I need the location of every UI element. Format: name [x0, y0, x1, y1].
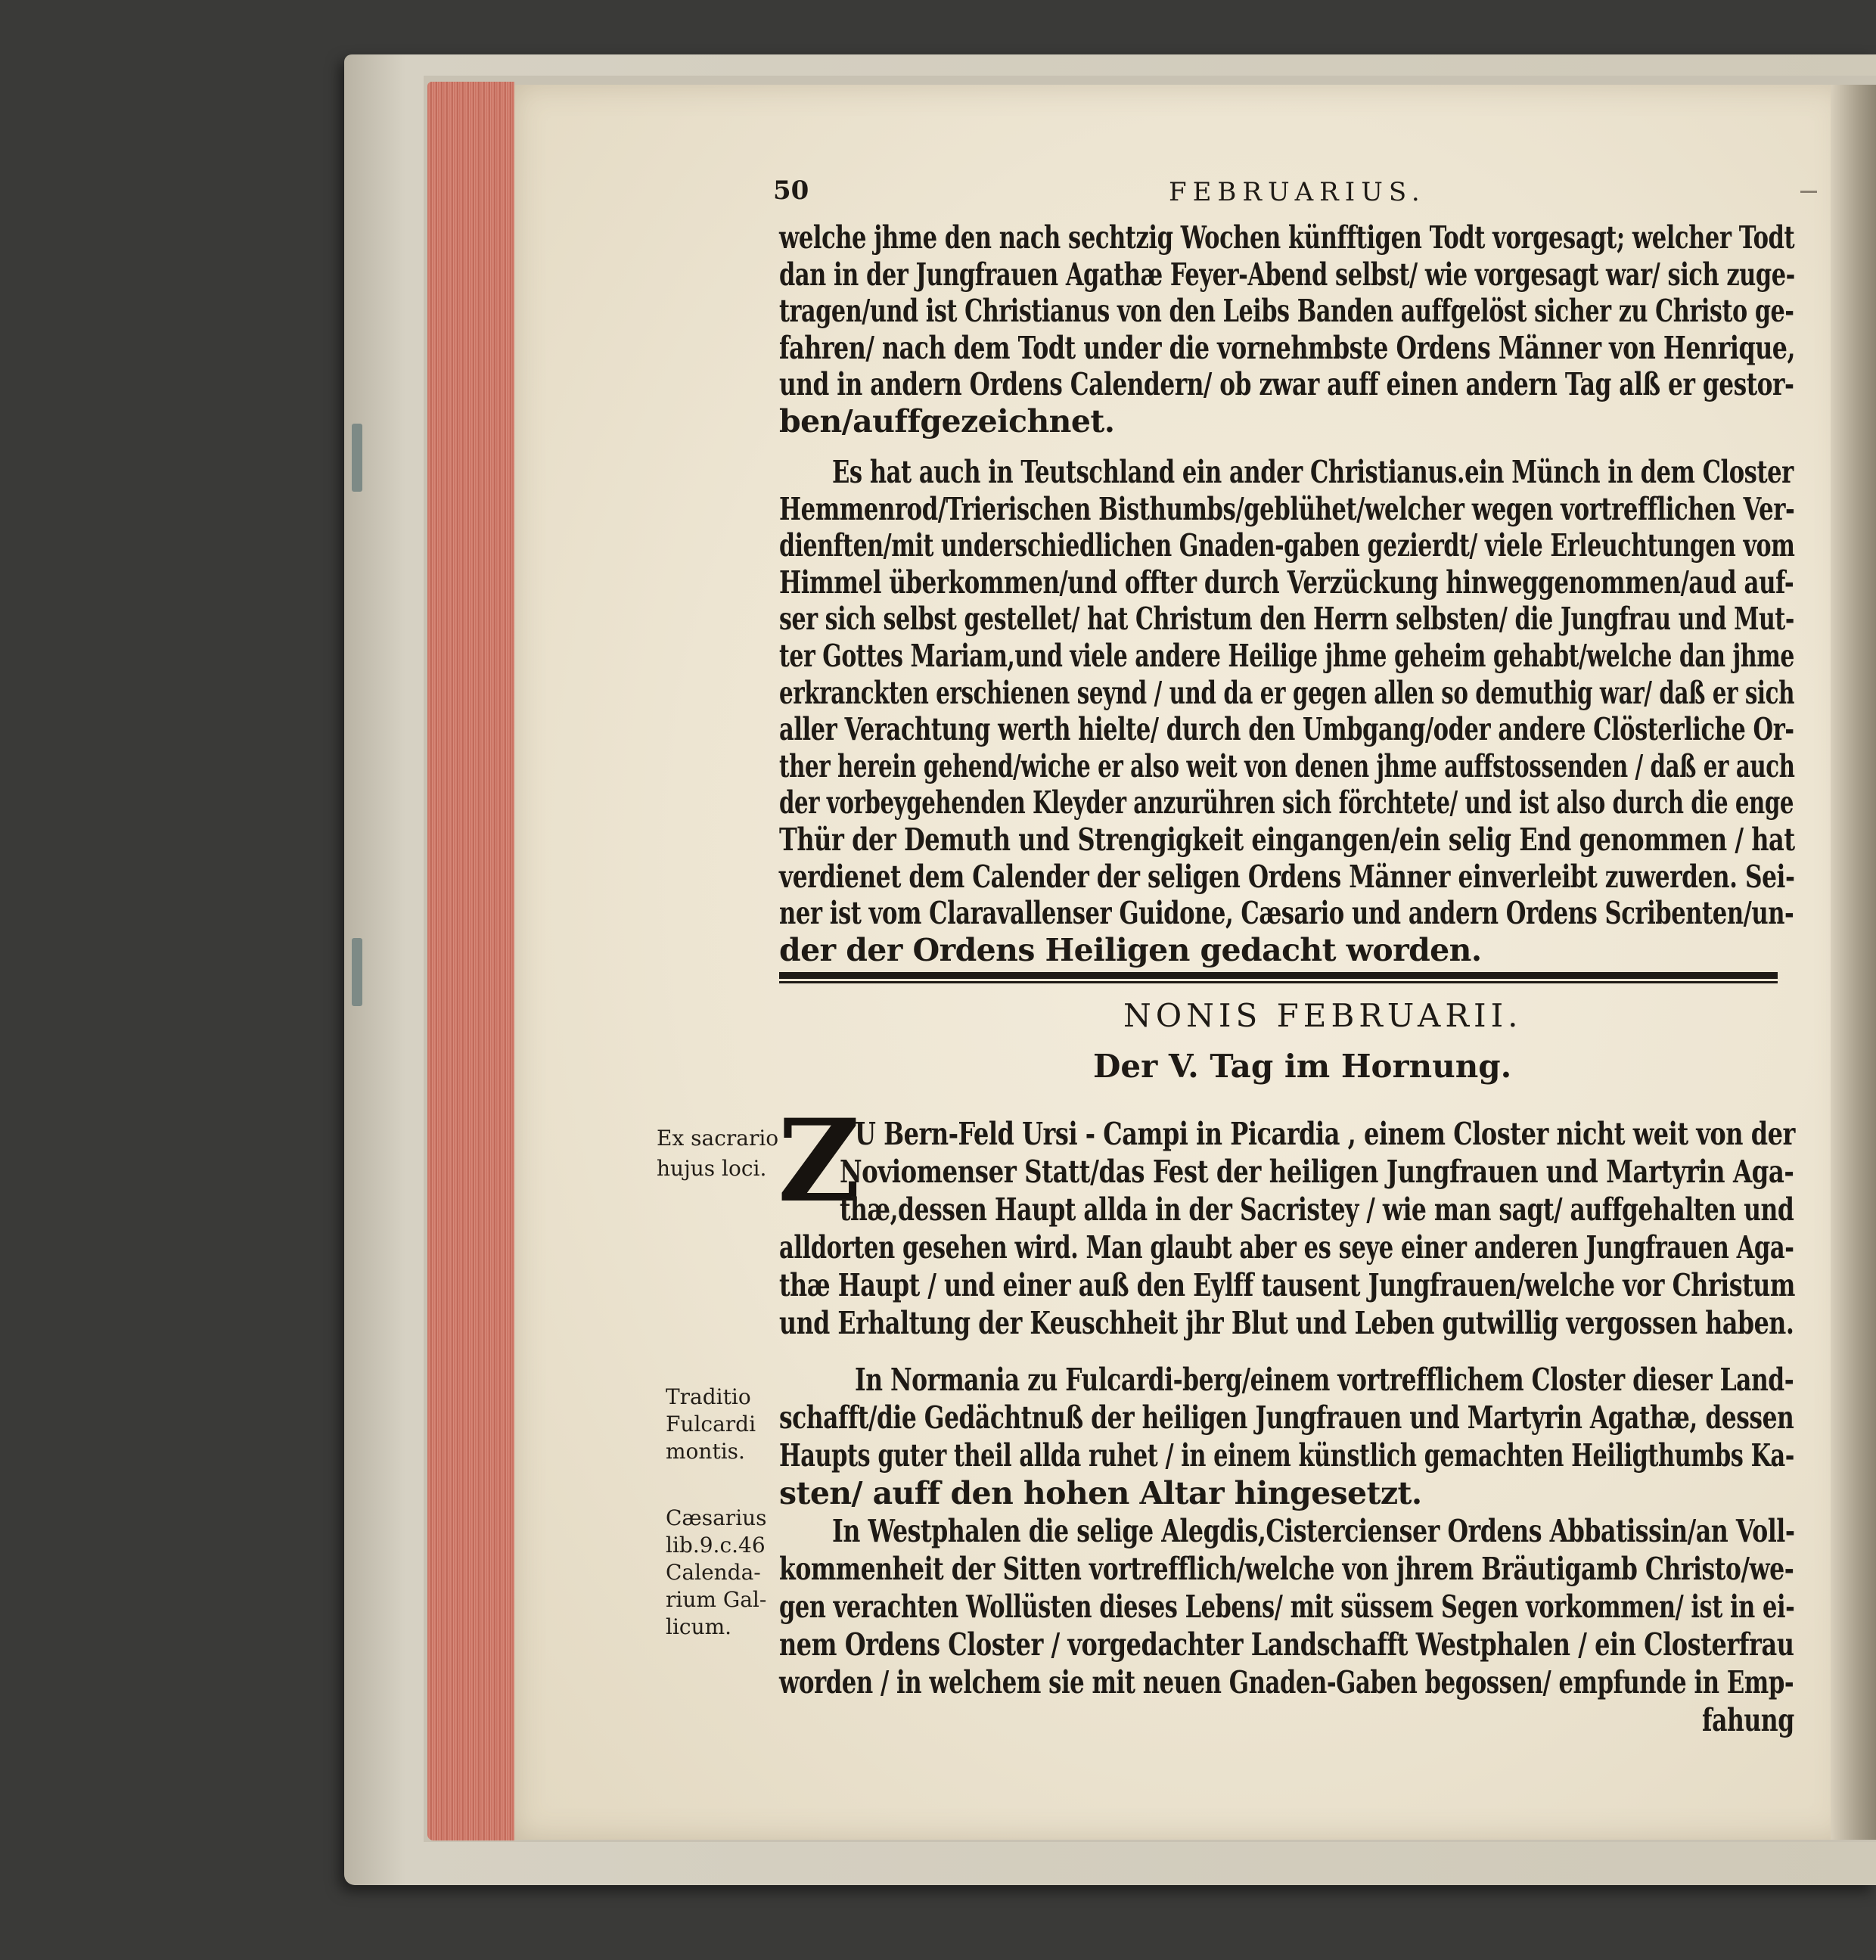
section-divider-thin — [779, 981, 1778, 983]
running-title: FEBRUARIUS. — [1169, 177, 1426, 207]
page-number: 50 — [773, 175, 809, 206]
text-line: Es hat auch in Teutschland ein ander Christianus.ein Münch in dem Closter — [832, 454, 1794, 490]
header-dash — [1800, 191, 1817, 193]
clasp-upper — [352, 424, 362, 492]
text-line: der vorbeygehenden Kleyder anzurühren sich förchtete/ und ist also durch die enge — [779, 784, 1794, 822]
text-line: dan in der Jungfrauen Agathæ Feyer-Abend selbst/ wie vorgesagt war/ sich zuge- — [779, 256, 1795, 293]
text-line: ter Gottes Mariam,und viele andere Heilige jhme geheim gehabt/welche dan jhme — [779, 638, 1794, 674]
section-title: NONIS FEBRUARII. — [1123, 997, 1523, 1034]
margin-note-line: Ex sacrario — [657, 1126, 779, 1151]
text-line: U Bern-Feld Ursi - Campi in Picardia , einem Closter nicht weit von der — [855, 1116, 1795, 1152]
text-line: ner ist vom Claravallenser Guidone, Cæsario und andern Ordens Scribenten/un- — [779, 895, 1794, 932]
text-line: dienften/mit underschiedlichen Gnaden-gaben gezierdt/ viele Erleuchtungen vom — [779, 527, 1795, 564]
text-line: tragen/und ist Christianus von den Leibs Banden auffgelöst sicher zu Christo ge- — [779, 293, 1794, 330]
text-line: In Westphalen die selige Alegdis,Cistercienser Ordens Abbatissin/an Voll- — [832, 1513, 1795, 1549]
text-line: sten/ auff den hohen Altar hingesetzt. — [779, 1475, 1422, 1511]
text-line: und Erhaltung der Keuschheit jhr Blut und Leben gutwillig vergossen haben. — [779, 1305, 1794, 1341]
text-line: alldorten gesehen wird. Man glaubt aber es seye einer anderen Jungfrauen Aga- — [779, 1229, 1794, 1266]
margin-note-line: rium Gal- — [666, 1587, 767, 1612]
text-line: ben/auffgezeichnet. — [779, 403, 1115, 440]
text-line: In Normania zu Fulcardi-berg/einem vortrefflichem Closter dieser Land- — [855, 1362, 1794, 1398]
text-line: aller Verachtung werth hielte/ durch den Umbgang/oder andere Clösterliche Or- — [779, 711, 1794, 748]
margin-note-line: montis. — [666, 1439, 745, 1464]
page-edges — [427, 82, 514, 1840]
text-line: thæ,dessen Haupt allda in der Sacristey / wie man sagt/ auffgehalten und — [840, 1191, 1794, 1228]
text-line: worden / in welchem sie mit neuen Gnaden-Gaben begossen/ empfunde in Emp- — [779, 1664, 1794, 1701]
text-line: Haupts guter theil allda ruhet / in einem künstlich gemachten Heiligthumbs Ka- — [779, 1437, 1794, 1474]
text-line: thæ Haupt / und einer auß den Eylff tausent Jungfrauen/welche vor Christum — [779, 1267, 1795, 1303]
margin-note-line: Calenda- — [666, 1560, 761, 1585]
text-line: gen verachten Wollüsten dieses Lebens/ mit süssem Segen vorkommen/ ist in ei- — [779, 1589, 1795, 1625]
text-line: Thür der Demuth und Strengigkeit eingangen/ein selig End genommen / hat — [779, 822, 1795, 858]
text-line: welche jhme den nach sechtzig Wochen künfftigen Todt vorgesagt; welcher Todt — [779, 219, 1795, 256]
margin-note-line: licum. — [666, 1614, 732, 1639]
text-line: verdienet dem Calender der seligen Ordens Männer einverleibt zuwerden. Sei- — [779, 858, 1795, 895]
catchword: fahung — [1702, 1702, 1794, 1738]
page-gutter — [1831, 85, 1876, 1840]
margin-note-line: hujus loci. — [657, 1156, 767, 1181]
text-line: erkranckten erschienen seynd / und da er gegen allen so demuthig war/ daß er sich — [779, 674, 1794, 711]
text-line: kommenheit der Sitten vortrefflich/welche von jhrem Bräutigamb Christo/we- — [779, 1551, 1794, 1587]
text-line: fahren/ nach dem Todt under die vornehmbste Ordens Männer von Henrique, — [779, 329, 1796, 366]
text-line: ther herein gehend/wiche er also weit von denen jhme auffstossenden / daß er auch — [779, 747, 1795, 784]
margin-note-line: Cæsarius — [666, 1505, 767, 1530]
margin-note-line: lib.9.c.46 — [666, 1533, 766, 1558]
clasp-lower — [352, 938, 362, 1006]
text-line: schafft/die Gedächtnuß der heiligen Jungfrauen und Martyrin Agathæ, dessen — [779, 1399, 1794, 1436]
margin-note-line: Traditio — [666, 1384, 751, 1409]
section-divider — [779, 972, 1778, 979]
text-line: ser sich selbst gestellet/ hat Christum den Herrn selbsten/ die Jungfrau und Mut- — [779, 601, 1794, 638]
section-subtitle: Der V. Tag im Hornung. — [1093, 1048, 1512, 1085]
text-line: Himmel überkommen/und offter durch Verzückung hinweggenommen/aud auf- — [779, 564, 1794, 601]
text-line: Hemmenrod/Trierischen Bisthumbs/geblühet/welcher wegen vortrefflichen Ver- — [779, 490, 1795, 527]
margin-note-line: Fulcardi — [666, 1412, 756, 1437]
text-line: der der Ordens Heiligen gedacht worden. — [779, 931, 1482, 968]
text-line: und in andern Ordens Calendern/ ob zwar auff einen andern Tag alß er gestor- — [779, 366, 1794, 403]
text-line: Noviomenser Statt/das Fest der heiligen Jungfrauen und Martyrin Aga- — [840, 1154, 1794, 1190]
text-line: nem Ordens Closter / vorgedachter Landschafft Westphalen / ein Closterfrau — [779, 1626, 1794, 1663]
drop-cap: Z — [778, 1095, 861, 1228]
